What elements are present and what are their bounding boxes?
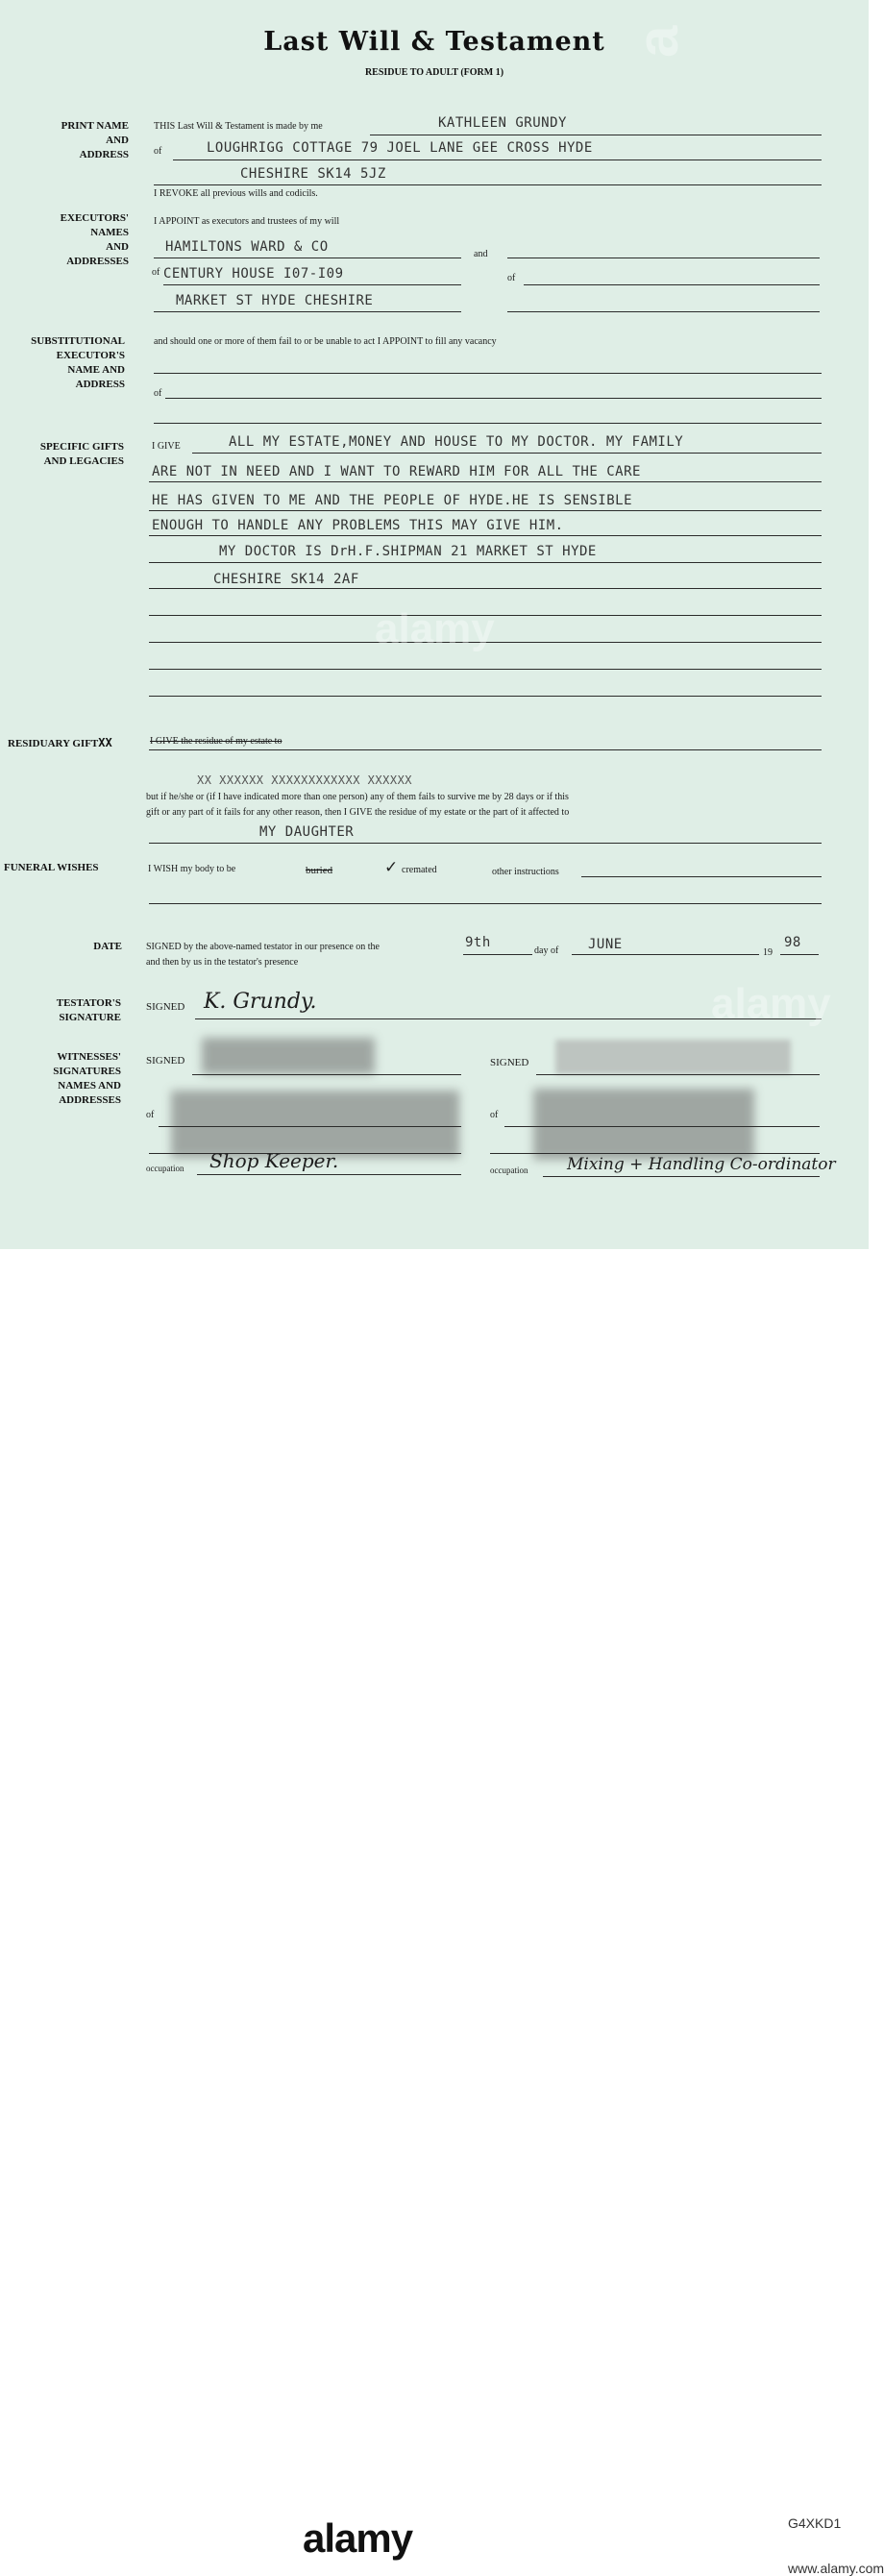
witness2-address-redacted [533,1089,754,1160]
executor-address-line2: MARKET ST HYDE CHESHIRE [176,293,374,308]
residuary-beneficiary-rule [149,843,822,844]
residuary-struck-line: XX XXXXXX XXXXXXXXXXXX XXXXXX [197,773,413,787]
testator-address-line1: LOUGHRIGG COTTAGE 79 JOEL LANE GEE CROSS HYDE [207,140,593,156]
residuary-beneficiary: MY DAUGHTER [259,824,355,840]
gift-line-4: ENOUGH TO HANDLE ANY PROBLEMS THIS MAY GIVE HIM. [152,518,564,533]
alamy-url: www.alamy.com [788,2561,884,2576]
other-instructions-label: other instructions [492,867,559,877]
stock-footer [0,1249,884,2576]
executor-address-line1: CENTURY HOUSE I07-I09 [163,266,344,282]
date-month-line [572,954,759,955]
witness1-signed-label: SIGNED [146,1055,185,1067]
witness1-occupation-line [197,1174,461,1175]
witness2-occupation-line [543,1176,820,1177]
gift-line-3: HE HAS GIVEN TO ME AND THE PEOPLE OF HYDE.HE IS SENSIBLE [152,493,633,508]
alamy-logo: alamy [303,2515,413,2561]
gift-rule-1 [192,453,822,454]
substitutional-address-line2 [154,423,822,424]
gift-rule-4 [149,535,822,536]
gift-rule-3 [149,510,822,511]
other-instructions-line [581,876,822,877]
and-label: and [474,249,488,259]
substitutional-intro: and should one or more of them fail to or be unable to act I APPOINT to fill any vacancy [154,336,497,347]
witness2-occupation-label: occupation [490,1165,528,1175]
appoint-text: I APPOINT as executors and trustees of my will [154,216,340,227]
date-day-of: day of [534,945,559,956]
witnesses-label: WITNESSES' SIGNATURES NAMES AND ADDRESSES [53,1051,121,1106]
substitutional-address-line [165,398,822,399]
witness2-address-line1 [504,1126,820,1127]
substitutional-name-line [154,373,822,374]
gifts-label: SPECIFIC GIFTS AND LEGACIES [39,441,124,467]
gift-line-5: MY DOCTOR IS DrH.F.SHIPMAN 21 MARKET ST HYDE [219,544,597,559]
witness1-occupation-label: occupation [146,1164,184,1173]
testator-address-line2: CHESHIRE SK14 5JZ [240,166,386,182]
date-year-line [780,954,819,955]
witness2-address-line2 [490,1153,820,1154]
funeral-label: FUNERAL WISHES [4,862,99,873]
residuary-clause-1: but if he/she or (if I have indicated more than one person) any of them fails to survive me by 28 days or if this [146,792,569,802]
witness2-of-label: of [490,1110,499,1120]
witness2-signature-line [536,1074,820,1075]
substitutional-label: SUBSTITUTIONAL EXECUTOR'S NAME AND ADDRESS [31,335,125,390]
date-label: DATE [93,941,122,952]
witness1-signature-redacted [202,1038,375,1074]
witness1-of-label: of [146,1110,155,1120]
date-day-line [463,954,532,955]
gift-rule-5 [149,562,822,563]
funeral-rule-2 [149,903,822,904]
funeral-intro: I WISH my body to be [148,864,236,874]
gift-rule-10 [149,696,822,697]
date-witness-text: and then by us in the testator's presence [146,957,299,968]
executor-name: HAMILTONS WARD & CO [165,239,329,255]
image-id-label: G4XKD1 [788,2515,842,2531]
date-intro: SIGNED by the above-named testator in our presence on the [146,942,380,952]
executor2-of-label: of [507,273,516,283]
watermark-logo: a [626,25,690,58]
executor2-address-line2 [507,311,820,312]
witness2-occupation: Mixing + Handling Co-ordinator [567,1155,836,1174]
cremated-check-icon: ✓ [384,858,399,877]
testator-label: TESTATOR'S SIGNATURE [56,997,121,1023]
gift-rule-2 [149,481,822,482]
executor-address-line2-rule [154,311,461,312]
document-title: Last Will & Testament [263,27,605,57]
residuary-intro: I GIVE the residue of my estate to [150,736,282,747]
gift-rule-9 [149,669,822,670]
date-day: 9th [465,935,491,950]
executor-of-label: of [152,267,160,278]
gift-rule-6 [149,588,822,589]
watermark-logo: alamy [711,980,831,1027]
date-century: 19 [763,947,773,958]
witness1-signature-line [192,1074,461,1075]
residuary-clause-2: gift or any part of it fails for any other reason, then I GIVE the residue of my estate or the part of it affected to [146,807,570,818]
date-month: JUNE [588,937,623,952]
residuary-rule-1 [149,749,822,750]
gift-line-6: CHESHIRE SK14 2AF [213,572,359,587]
buried-option: buried [306,865,333,876]
will-document [0,0,869,1249]
date-year: 98 [784,935,801,950]
revoke-text: I REVOKE all previous wills and codicils. [154,188,318,199]
residuary-label: RESIDUARY GIFTXX [8,736,112,749]
of-label: of [154,146,162,157]
address-line2 [154,184,822,185]
witness1-address-line1 [159,1126,461,1127]
address-line1 [173,159,822,160]
testator-signature: K. Grundy. [204,990,317,1014]
testator-name: KATHLEEN GRUNDY [438,115,567,131]
i-give-label: I GIVE [152,441,181,452]
document-subtitle: RESIDUE TO ADULT (FORM 1) [364,67,504,78]
print-name-intro: THIS Last Will & Testament is made by me [154,121,323,132]
gift-line-1: ALL MY ESTATE,MONEY AND HOUSE TO MY DOCTOR. MY FAMILY [229,434,684,450]
print-name-label: PRINT NAME AND ADDRESS [61,120,129,160]
witness2-signed-label: SIGNED [490,1057,529,1068]
witness1-address-redacted [171,1091,459,1158]
cremated-option: cremated [402,865,437,875]
executor2-address-line1 [524,284,820,285]
testator-signed-label: SIGNED [146,1001,185,1013]
witness2-signature-redacted [555,1040,791,1074]
gift-line-2: ARE NOT IN NEED AND I WANT TO REWARD HIM FOR ALL THE CARE [152,464,641,479]
witness1-occupation: Shop Keeper. [209,1149,339,1172]
watermark-logo: alamy [375,605,495,652]
executor-address-line1-rule [163,284,461,285]
substitutional-of-label: of [154,388,162,399]
executors-label: EXECUTORS' NAMES AND ADDRESSES [60,212,129,267]
